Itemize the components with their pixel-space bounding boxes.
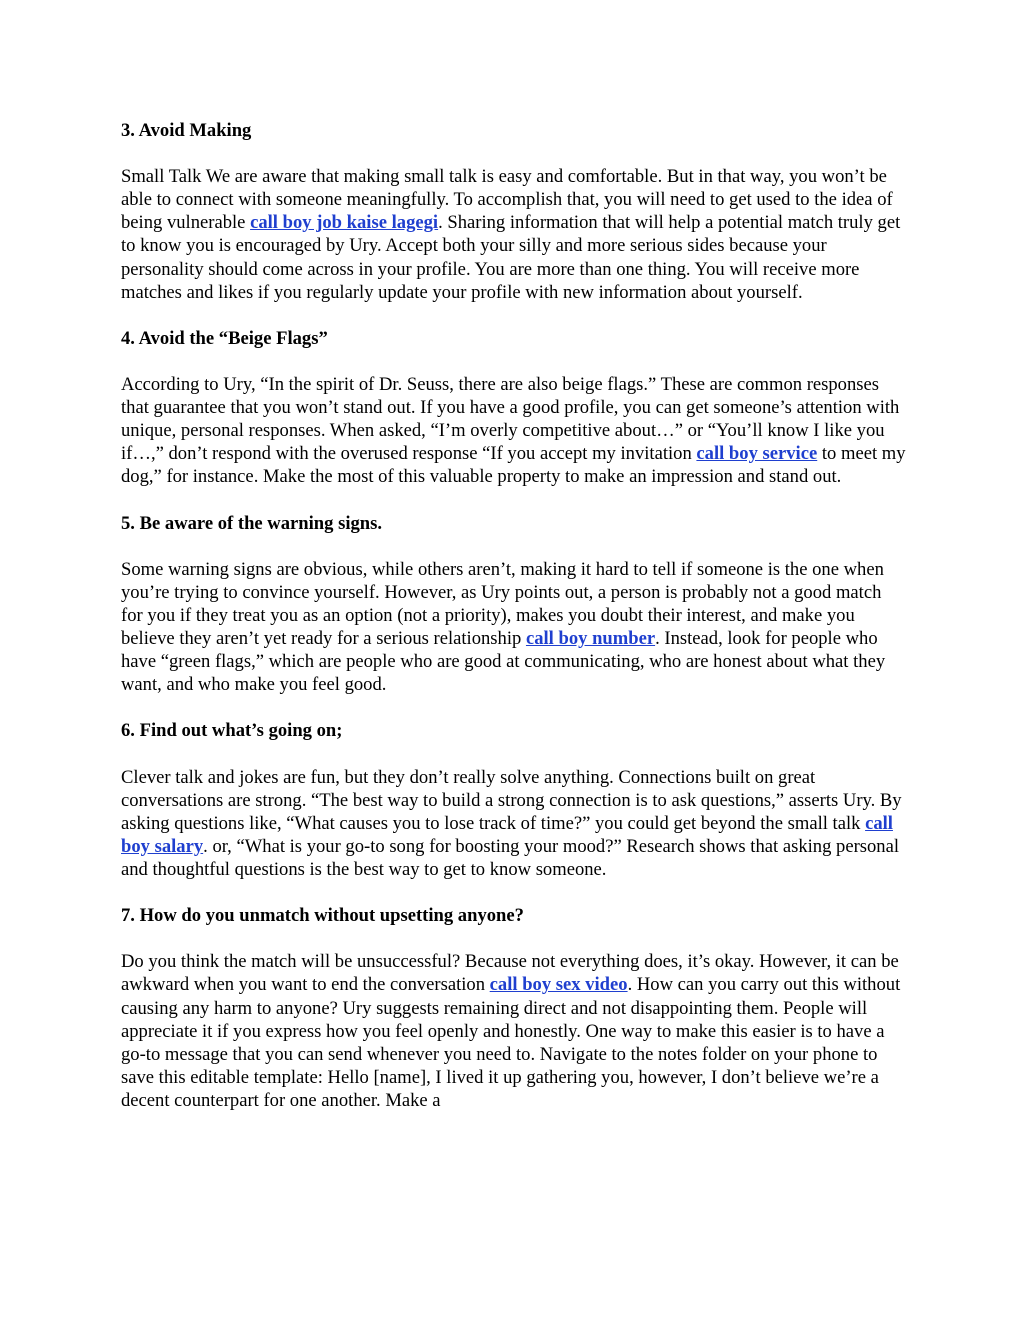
section-3-text-after: . Sharing information that will help a potential match truly get to know you is encouraged by Ury. Accept both your silly and more serious sides because your personality should come across in your profile. You are more than one thing. You will receive more matches and likes if you regularly update your profile with new information about yourself.: [121, 212, 901, 303]
section-3-text-before: Small Talk We are aware that making small talk is easy and comfortable. But in that way, you won’t be able to connect with someone meaningfully. To accomplish that, you will need to get used to the idea of being vulnerable: [121, 166, 893, 234]
section-6-heading: 6. Find out what’s going on;: [121, 720, 343, 742]
section-3-heading: 3. Avoid Making: [121, 120, 252, 141]
link-call-boy-number[interactable]: call boy number: [525, 628, 656, 650]
section-4-heading: 4. Avoid the “Beige Flags”: [121, 327, 328, 349]
link-call-boy-job-kaise-lagegi[interactable]: call boy job kaise lagegi: [250, 212, 439, 234]
document-page: [121, 119, 907, 1135]
link-call-boy-service[interactable]: call boy service: [696, 443, 818, 465]
section-7-heading: 7. How do you unmatch without upsetting anyone?: [121, 905, 524, 927]
link-call-boy-sex-video[interactable]: call boy sex video: [489, 974, 628, 996]
section-5-paragraph: [121, 558, 907, 697]
section-5-text-before: Some warning signs are obvious, while others aren’t, making it hard to tell if someone is the one when you’re trying to convince yourself. However, as Ury points out, a person is probably not a good match for you if they treat you as an option (not a priority), makes you doubt their interest, and make you believe they aren’t yet ready for a serious relationship: [121, 558, 884, 650]
section-6-text-after: . or, “What is your go-to song for boosting your mood?” Research shows that asking personal and thoughtful questions is the best way to get to know someone.: [121, 835, 900, 880]
section-7-text-after: . How can you carry out this without causing any harm to anyone? Ury suggests remaining direct and not disappointing them. People will appreciate it if you express how you feel openly and honestly. One way to make this easier is to have a go-to message that you can send whenever you need to. Navigate to the notes folder on your phone to save this editable template: Hello [name], I lived it up gathering you, however, I don’t believe we’re a decent counterpart for one another. Make a: [121, 974, 901, 1111]
section-5-text-after: . Instead, look for people who have “green flags,” which are people who are good at communicating, who are honest about what they want, and who make you feel good.: [121, 628, 886, 696]
section-6-paragraph: [121, 766, 907, 881]
section-7-paragraph: [121, 950, 907, 1112]
section-4-text-before: According to Ury, “In the spirit of Dr. Seuss, there are also beige flags.” These are common responses that guarantee that you won’t stand out. If you have a good profile, you can get someone’s attention with unique, personal responses. When asked, “I’m overly competitive about…” or “You’ll know I like you if…,” don’t respond with the overused response “If you accept my invitation: [121, 374, 900, 465]
section-6-text-before: Clever talk and jokes are fun, but they don’t really solve anything. Connections built on great conversations are strong. “The best way to build a strong connection is to ask questions,” asserts Ury. By asking questions like, “What causes you to lose track of time?” you could get beyond the small talk: [121, 766, 902, 834]
section-3-paragraph: [121, 165, 907, 304]
section-4-paragraph: [121, 373, 907, 488]
section-7-text-before: Do you think the match will be unsuccessful? Because not everything does, it’s okay. However, it can be awkward when you want to end the conversation: [121, 951, 899, 996]
section-5-heading: 5. Be aware of the warning signs.: [121, 512, 383, 534]
section-4-text-after: to meet my dog,” for instance. Make the most of this valuable property to make an impression and stand out.: [121, 443, 906, 488]
link-call-boy-salary[interactable]: call boy salary: [121, 812, 893, 857]
